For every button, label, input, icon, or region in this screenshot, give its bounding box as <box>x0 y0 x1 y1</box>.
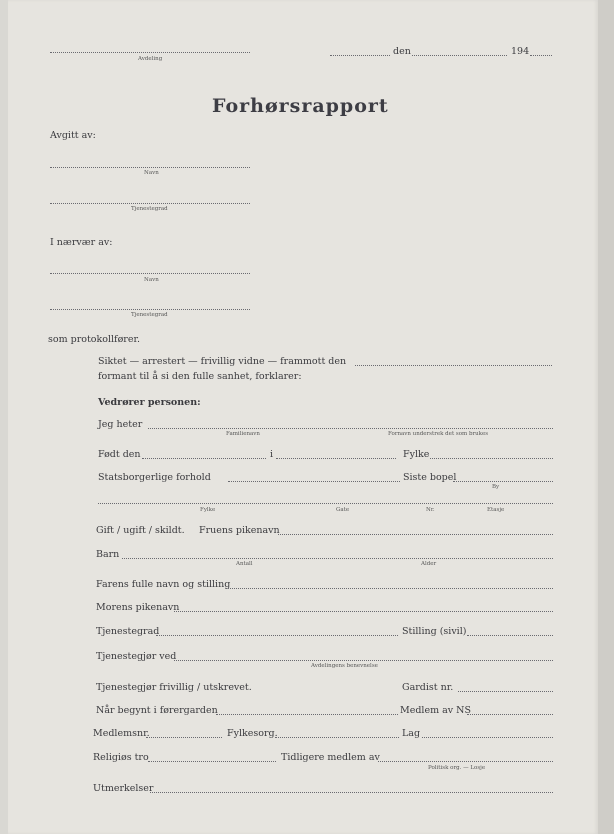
fylkesorg-label: Fylkesorg. <box>227 728 278 739</box>
siktet-line2: formant til å si den fulle sanhet, forklarer: <box>98 371 302 382</box>
fruens-line[interactable] <box>278 534 553 535</box>
fodt-line[interactable] <box>142 458 266 459</box>
avgitt-grad-caption: Tjenestegrad <box>131 206 168 212</box>
fodt-label: Født den <box>98 449 141 460</box>
statsborgerlige-line[interactable] <box>228 481 400 482</box>
gardist-label: Gardist nr. <box>402 682 454 693</box>
naervaer-navn-caption: Navn <box>144 277 159 283</box>
statsborgerlige-label: Statsborgerlige forhold <box>98 472 211 483</box>
fruens-label: Fruens pikenavn <box>199 525 280 536</box>
frammott-line[interactable] <box>355 365 552 366</box>
farens-label: Farens fulle navn og stilling <box>96 579 231 590</box>
naervaer-navn-line[interactable] <box>50 273 250 274</box>
medlem-ns-line[interactable] <box>467 714 553 715</box>
bopel-line[interactable] <box>453 481 553 482</box>
farens-line[interactable] <box>226 588 553 589</box>
date-line-2[interactable] <box>412 55 507 56</box>
den-label: den <box>393 46 411 57</box>
fodested-line[interactable] <box>276 458 396 459</box>
form-title: Forhørsrapport <box>212 95 389 117</box>
tidligere-line[interactable] <box>378 761 553 762</box>
fylke-label: Fylke <box>403 449 430 460</box>
medlemsnr-label: Medlemsnr. <box>93 728 150 739</box>
fylkesorg-line[interactable] <box>275 737 399 738</box>
lag-line[interactable] <box>422 737 553 738</box>
tjenestegrad-line[interactable] <box>156 635 398 636</box>
religios-line[interactable] <box>148 761 276 762</box>
avgitt-grad-line[interactable] <box>50 203 250 204</box>
siktet-line1: Siktet — arrestert — frivillig vidne — frammott den <box>98 356 347 367</box>
gate-caption: Gate <box>336 507 350 513</box>
jeg-heter-label: Jeg heter <box>98 419 143 430</box>
antall-caption: Antall <box>236 561 253 567</box>
by-caption: By <box>492 484 500 490</box>
adresse-line[interactable] <box>98 503 553 504</box>
barn-label: Barn <box>96 549 120 560</box>
morens-label: Morens pikenavn <box>96 602 180 613</box>
alder-caption: Alder <box>421 561 437 567</box>
i-label: i <box>270 449 274 460</box>
avgitt-navn-caption: Navn <box>144 170 159 176</box>
tjenestegjor-ved-line[interactable] <box>174 660 553 661</box>
gardist-line[interactable] <box>458 691 553 692</box>
stilling-line[interactable] <box>467 635 553 636</box>
protokoll-text: som protokollfører. <box>48 334 140 345</box>
fylke-line[interactable] <box>430 458 553 459</box>
avgitt-label: Avgitt av: <box>50 130 96 141</box>
tidligere-label: Tidligere medlem av <box>281 752 380 763</box>
naar-begynt-line[interactable] <box>216 714 398 715</box>
naervaer-grad-line[interactable] <box>50 309 250 310</box>
medlemsnr-line[interactable] <box>146 737 222 738</box>
medlem-ns-label: Medlem av NS <box>400 705 471 716</box>
utmerkelser-label: Utmerkelser <box>93 783 154 794</box>
date-line-1[interactable] <box>330 55 390 56</box>
naervaer-grad-caption: Tjenestegrad <box>131 312 168 318</box>
utmerkelser-line[interactable] <box>150 792 553 793</box>
avdelingens-caption: Avdelingens benevnelse <box>311 663 378 669</box>
barn-line[interactable] <box>122 558 553 559</box>
avdeling-line[interactable] <box>50 52 250 53</box>
religios-label: Religiøs tro <box>93 752 149 763</box>
politisk-caption: Politisk org. — Losje <box>428 765 486 771</box>
gift-label: Gift / ugift / skildt. <box>96 525 185 536</box>
familienavn-caption: Familienavn <box>226 431 260 437</box>
section-heading: Vedrører personen: <box>98 397 201 408</box>
siste-bopel-label: Siste bopel <box>403 472 457 483</box>
etasje-caption: Etasje <box>487 507 505 513</box>
avgitt-navn-line[interactable] <box>50 167 250 168</box>
paper-edge <box>598 0 614 834</box>
year-label: 194 <box>511 46 530 57</box>
stilling-label: Stilling (sivil) <box>402 626 467 637</box>
navn-line[interactable] <box>148 428 553 429</box>
year-line[interactable] <box>530 55 552 56</box>
fylke-caption: Fylke <box>200 507 216 513</box>
morens-line[interactable] <box>174 611 553 612</box>
nr-caption: Nr. <box>426 507 435 513</box>
tjenestegjor-ved-label: Tjenestegjør ved <box>96 651 177 662</box>
fornavn-caption: Fornavn understrek det som brukes <box>388 431 489 437</box>
lag-label: Lag <box>402 728 421 739</box>
tjenestegrad-label: Tjenestegrad <box>96 626 160 637</box>
naar-begynt-label: Når begynt i førergarden <box>96 705 218 716</box>
frivillig-label: Tjenestegjør frivillig / utskrevet. <box>96 682 252 693</box>
naervaer-label: I nærvær av: <box>50 237 113 248</box>
avdeling-caption: Avdeling <box>138 56 163 62</box>
